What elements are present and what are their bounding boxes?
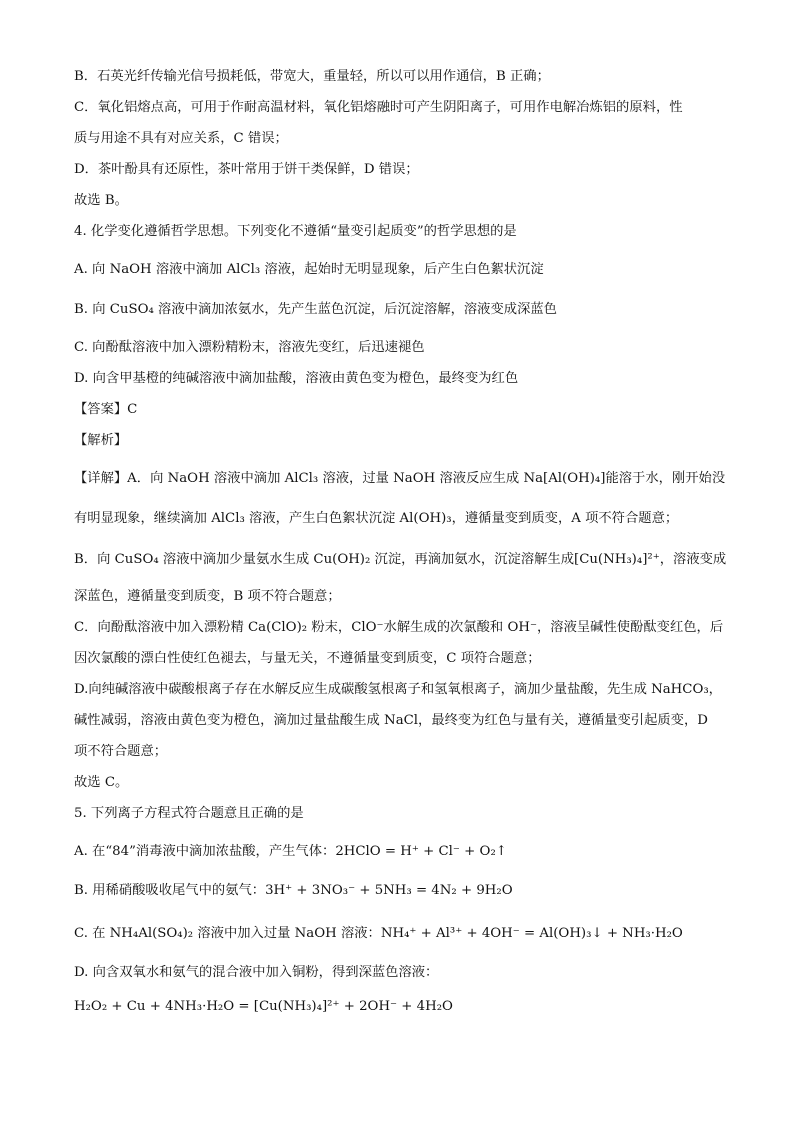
text-line: 【答案】C	[74, 402, 138, 417]
text-line: B. 向 CuSO₄ 溶液中滴加浓氨水，先产生蓝色沉淀，后沉淀溶解，溶液变成深蓝色	[74, 302, 557, 317]
text-line: 碱性减弱，溶液由黄色变为橙色，滴加过量盐酸生成 NaCl，最终变为红色与量有关，遵循量变引起质变，D	[74, 713, 708, 728]
text-line: B．石英光纤传输光信号损耗低，带宽大，重量轻，所以可以用作通信，B 正确；	[74, 69, 550, 84]
text-line: D．茶叶酚具有还原性，茶叶常用于饼干类保鲜，D 错误；	[74, 162, 419, 177]
text-line: 有明显现象，继续滴加 AlCl₃ 溶液，产生白色絮状沉淀 Al(OH)₃，遵循量变到质变，A 项不符合题意；	[74, 511, 679, 526]
text-line: 质与用途不具有对应关系，C 错误；	[74, 131, 288, 146]
text-line: C. 向酚酞溶液中加入漂粉精粉末，溶液先变红，后迅速褪色	[74, 340, 425, 355]
text-line: B．向 CuSO₄ 溶液中滴加少量氨水生成 Cu(OH)₂ 沉淀，再滴加氨水，沉淀溶解生成[Cu(NH₃)₄]²⁺，溶液变成	[74, 552, 727, 567]
text-line: 【解析】	[74, 433, 128, 448]
text-line: 故选 B。	[74, 193, 128, 208]
text-line: C. 在 NH₄Al(SO₄)₂ 溶液中加入过量 NaOH 溶液：NH₄⁺ + Al³⁺ + 4OH⁻ = Al(OH)₃↓ + NH₃·H₂O	[74, 926, 683, 941]
text-line: C．氧化铝熔点高，可用于作耐高温材料，氧化铝熔融时可产生阴阳离子，可用作电解冶炼铝的原料，性	[74, 100, 683, 115]
text-line: 【详解】A．向 NaOH 溶液中滴加 AlCl₃ 溶液，过量 NaOH 溶液反应生成 Na[Al(OH)₄]能溶于水，刚开始没	[74, 471, 726, 486]
text-line: D. 向含双氧水和氨气的混合液中加入铜粉，得到深蓝色溶液：	[74, 965, 439, 980]
text-line: 4. 化学变化遵循哲学思想。下列变化不遵循“量变引起质变”的哲学思想的是	[74, 224, 517, 239]
text-line: D. 向含甲基橙的纯碱溶液中滴加盐酸，溶液由黄色变为橙色，最终变为红色	[74, 371, 519, 386]
text-line: 项不符合题意；	[74, 744, 168, 759]
text-line: 5. 下列离子方程式符合题意且正确的是	[74, 806, 304, 821]
text-line: 深蓝色，遵循量变到质变，B 项不符合题意；	[74, 589, 341, 604]
text-line: 因次氯酸的漂白性使红色褪去，与量无关，不遵循量变到质变，C 项符合题意；	[74, 651, 541, 666]
text-line: 故选 C。	[74, 775, 129, 790]
text-line: B. 用稀硝酸吸收尾气中的氨气：3H⁺ + 3NO₃⁻ + 5NH₃ = 4N₂ + 9H₂O	[74, 883, 513, 898]
text-line: A. 向 NaOH 溶液中滴加 AlCl₃ 溶液，起始时无明显现象，后产生白色絮状沉淀	[74, 262, 544, 277]
text-line: C．向酚酞溶液中加入漂粉精 Ca(ClO)₂ 粉末，ClO⁻水解生成的次氯酸和 OH⁻，溶液呈碱性使酚酞变红色，后	[74, 620, 724, 635]
text-line: A. 在“84”消毒液中滴加浓盐酸，产生气体：2HClO = H⁺ + Cl⁻ + O₂↑	[74, 844, 507, 859]
text-line: H₂O₂ + Cu + 4NH₃·H₂O = [Cu(NH₃)₄]²⁺ + 2OH⁻ + 4H₂O	[74, 999, 453, 1014]
text-line: D.向纯碱溶液中碳酸根离子存在水解反应生成碳酸氢根离子和氢氧根离子，滴加少量盐酸，先生成 NaHCO₃，	[74, 682, 722, 697]
